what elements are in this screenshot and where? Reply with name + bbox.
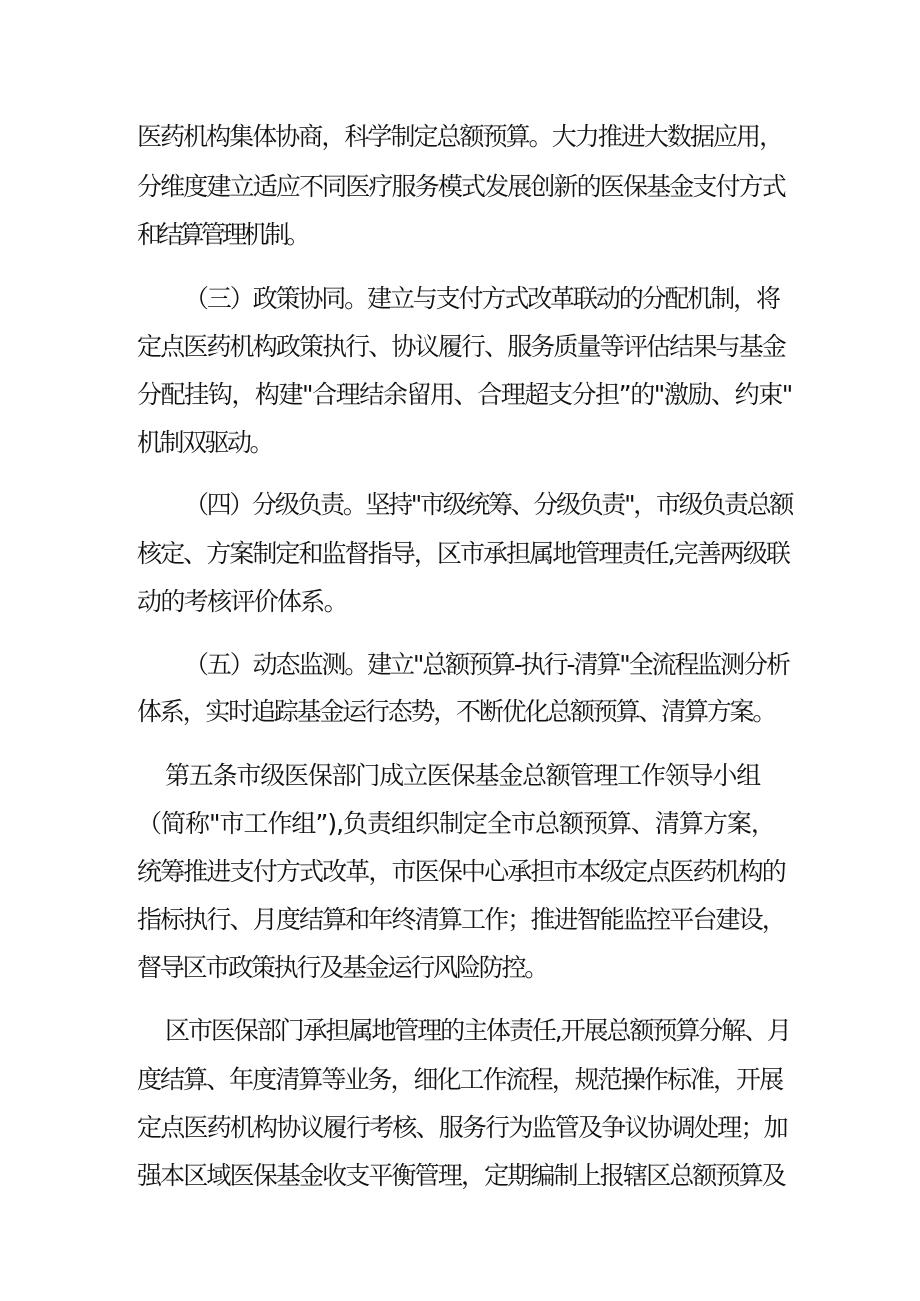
text-line: 机制双驱动。 — [137, 428, 273, 457]
text-line: 核定、方案制定和监督指导，区市承担属地管理责任,完善两级联 — [137, 539, 789, 568]
text-line: （三）政策协同。建立与支付方式改革联动的分配机制，将 — [184, 284, 779, 313]
text-line: 定点医药机构协议履行考核、服务行为监管及争议协调处理；加 — [137, 1113, 787, 1142]
text-line: 医药机构集体协商，科学制定总额预算。大力推进大数据应用， — [137, 122, 783, 151]
text-line: 督导区市政策执行及基金运行风险防控。 — [137, 953, 548, 982]
text-line: 度结算、年度清算等业务，细化工作流程，规范操作标准，开展 — [137, 1065, 783, 1094]
text-line: 体系，实时追踪基金运行态势，不断优化总额预算、清算方案。 — [137, 697, 776, 726]
text-line: （五）动态监测。建立"总额预算-执行-清算"全流程监测分析 — [184, 650, 789, 679]
text-line: 指标执行、月度结算和年终清算工作；推进智能监控平台建设， — [137, 905, 785, 934]
text-line: 动的考核评价体系。 — [137, 587, 347, 616]
text-line: 区市医保部门承担属地管理的主体责任,开展总额预算分解、月 — [165, 1016, 790, 1045]
text-line: 和结算管理机制。 — [137, 220, 308, 249]
text-line: 定点医药机构政策执行、协议履行、服务质量等评估结果与基金 — [137, 332, 785, 361]
text-line: 第五条市级医保部门成立医保基金总额管理工作领导小组 — [165, 761, 761, 790]
text-line: 强本区域医保基金收支平衡管理，定期编制上报辖区总额预算及 — [137, 1161, 785, 1190]
text-line: （简称"市工作组”),负责组织制定全市总额预算、清算方案， — [137, 809, 775, 838]
text-line: 统筹推进支付方式改革，市医保中心承担市本级定点医药机构的 — [137, 857, 785, 886]
text-line: 分配挂钩，构建"合理结余留用、合理超支分担”的"激励、约束" — [137, 380, 792, 409]
text-line: 分维度建立适应不同医疗服务模式发展创新的医保基金支付方式 — [137, 172, 785, 201]
text-line: （四）分级负责。坚持"市级统筹、分级负责"，市级负责总额 — [184, 490, 793, 519]
